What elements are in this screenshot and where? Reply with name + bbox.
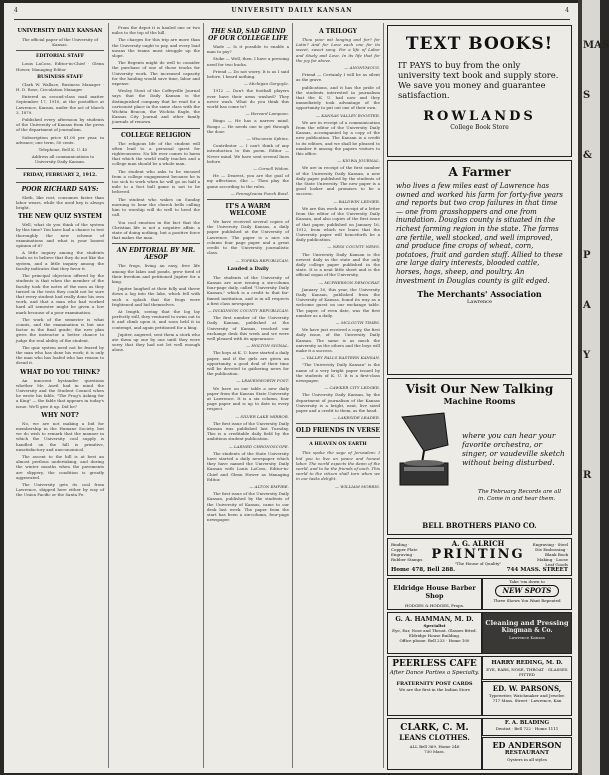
- paragraph: The religious life of the student will often lead to a personal quest for righteousness. No life ever comes to harm that which the world really teaches and a college man should be a whole man.: [112, 140, 200, 167]
- ad-barber-shop: [387, 578, 482, 610]
- business-staff-heading: BUSINESS STAFF: [37, 74, 83, 80]
- ad-textbooks-body: IT PAYS to buy from the only university text book and supply store. We save you money and guarantee satisfaction.: [398, 60, 559, 100]
- column-rule-1: [108, 23, 109, 768]
- page-number-left: 4: [14, 7, 19, 14]
- poem: Thou poor wit longing and for? for Latin? And for Love each one for its sweet, sweet song. For a life of Labor and Study and Love. In its life that for the joy far above.: [296, 37, 380, 63]
- source-credit: — Michigan Gargoyle.: [243, 81, 289, 87]
- paragraph: The University Daily Kansan is the newest daily in the state and the only daily college paper published in the state. It is a neat little sheet and is the official organ of the University.: [296, 251, 380, 278]
- paragraph: The boys at K. U. have started a daily paper, and if the girls are given an opportunity, a good deal of their time will be devoted to gathering news for the publication.: [207, 350, 289, 377]
- ad-barber-title: Eldridge House Barber Shop: [393, 584, 476, 600]
- ad-anderson: [482, 737, 572, 770]
- ad-alrich-title: PRINTING: [431, 547, 525, 562]
- editorial-text: Sloth, like rust, consumes faster than labor wears, while the used key is always bright.: [16, 194, 104, 211]
- ad-cleaning-name: Kingman & Co.: [501, 627, 553, 634]
- ad-new-spots: [482, 578, 572, 610]
- ad-talking-records: The February Records are all in. Come in and hear them.: [478, 489, 562, 502]
- paragraph: The student who wakes on Sunday morning to hear the church bells calling him to worship will do well to heed the call.: [112, 196, 200, 218]
- spine-text: Y: [583, 350, 591, 361]
- ad-clark-phones: ALL Bell 369, Home 246: [409, 744, 460, 749]
- ad-hamman-phones: Office phone: Bell 233 · Home 100: [399, 638, 470, 643]
- paragraph: Jupiter laughed at their folly and threw down a log into the lake, which fell with such a splash that the frogs were frightened and hid themselves.: [112, 286, 200, 307]
- subscription-notice: Subscription price $1.00 per year, in advance; one term, 50 cents.: [16, 134, 104, 145]
- paragraph: The students of the University of Kansas are now issuing a six-column four-page daily, called "University Daily Kansan," which is a credit to that far-famed institution, and is in all respects a first class newspaper.: [207, 274, 289, 306]
- paragraph: No, we are not making a bid for membership in the Humane Society, but we do wish to remark that the manner in which the University coal supply is handled on the hill is primitive, unsatisfactory and uneconomical.: [16, 420, 104, 452]
- column-4: [296, 25, 380, 770]
- paragraph: The University gets its coal from Lawrence, shipped here either by way of the Union Pacific or the Santa Fe.: [16, 482, 104, 498]
- spine-text: &: [583, 150, 593, 161]
- paragraph: The students of the State University have started a daily newspaper which they have named the University Daily Kansan with Louis LaCoss, Editor-in-Chief and Glenn Hower as Managing Editor.: [207, 450, 289, 482]
- paragraph: The frogs, living an easy, free life among the lakes and ponds, grew tired of their freedom and petitioned Jupiter for a king.: [112, 263, 200, 284]
- business-staff: Clark W. Wallace, Business Manager · H. D. Rose, Circulation Manager: [16, 81, 104, 93]
- divider: [16, 168, 104, 169]
- ad-clark-addr: 730 Mass.: [424, 749, 445, 754]
- paragraph: Wade — Is it possible to enable a man to pay?: [207, 44, 289, 55]
- paper-title: UNIVERSITY DAILY KANSAN: [17, 28, 103, 34]
- spine-text: S: [583, 90, 591, 101]
- ad-new-spots-sub: Three Shows You Want Repeated: [493, 598, 561, 603]
- ad-cleaning-title: Cleaning and Pressing: [485, 619, 569, 627]
- adjacent-page-edge: [578, 0, 609, 775]
- editorial-heading-what-do-you-think: WHAT DO YOU THINK?: [20, 368, 100, 376]
- heading-sad-grind: THE SAD, SAD GRIND OF OUR COLLEGE LIFE: [208, 28, 288, 42]
- heading-heaven-on-earth: A HEAVEN ON EARTH: [309, 442, 367, 448]
- ad-alrich-left: Binding · Copper Plate Engraving · Rubber Stamps: [391, 542, 423, 562]
- paragraph: You cool emotion in the fact that the Christian life is not a negative affair, a state of doing nothing, but a positive force that makes the man.: [112, 219, 200, 241]
- editorial-heading-why-not: WHY NOT?: [41, 411, 79, 419]
- spine-text: P: [583, 250, 591, 261]
- ad-anderson-sub: RESTAURANT: [504, 750, 550, 756]
- ad-talking-title: Visit Our New Talking: [405, 382, 554, 396]
- source-credit: — MCPHERSON DEMOCRAT.: [319, 279, 380, 285]
- paragraph: We are in receipt of the first number of the University Daily Kansan, a new daily paper published by the students of the State University. The new paper is a good looker and promises to be a success.: [296, 165, 380, 197]
- ad-harry-reding: [482, 656, 572, 680]
- paragraph: 1912 — Don't the football players ever have their arms washed? They never wash. What do you think this world has come to?: [207, 88, 289, 110]
- source-credit: — HOLTON SIGNAL.: [246, 343, 289, 349]
- ad-textbooks: [387, 25, 572, 157]
- ad-farmer: [387, 160, 572, 375]
- source-credit: — CAWKER CITY LEDGER.: [324, 385, 380, 391]
- paragraph: The work of the semester is what counts, and the examination is but one factor in the final grade; the new plan gives the instructor a better chance to judge the real ability of the student.: [16, 316, 104, 343]
- issue-date: FRIDAY, FEBRUARY 2, 1912.: [23, 172, 97, 178]
- page-gutter: [578, 0, 582, 775]
- column-rule-2: [203, 23, 204, 768]
- heading-warm-welcome: IT'S A WARM WELCOME: [225, 203, 271, 218]
- source-credit: — ANONYMOUS.: [344, 65, 380, 71]
- source-credit: — NESS COUNTY NEWS.: [327, 244, 380, 250]
- telephone: Telephone, Bell K. U. 45: [38, 147, 88, 153]
- heading-trilogy: A TRILOGY: [319, 28, 357, 35]
- spine-text: MAS: [583, 40, 609, 51]
- ad-harry-name: HARRY REDING, M. D.: [491, 660, 563, 666]
- source-credit: — Harvard Lampoon.: [245, 111, 289, 117]
- ad-talking-store: BELL BROTHERS PIANO CO.: [422, 521, 537, 530]
- address: Address all communications to University Daily Kansan.: [31, 154, 95, 165]
- ad-talking-machine: [387, 378, 572, 535]
- paragraph: The first issue of the University Daily Kansan, published by the students of the University of Kansas, came to our desk last week. The paper from the start has been a six-column, four-page newspaper.: [207, 491, 289, 523]
- ad-new-spots-tag: Take 'em down to: [509, 579, 545, 584]
- paragraph: The Regents might do well to consider the purchase of one of those trucks for University work. The increased capacity for the hauling would save time, labor and expense.: [112, 60, 200, 87]
- paragraph: We are this week in receipt of a letter from the editor of the University Daily Kansan, and also copies of the first issue of that paper, published on January 16, 1912, from which we learn that the University paper will henceforth be a daily publication.: [296, 205, 380, 243]
- ad-farmer-body: who lives a few miles east of Lawrence has owned and worked his farm for forty-five years and reports but two crop failures in that time — one from grasshoppers and one from inundation. Douglas county is situated in the richest farming region in the state. The farms are fertile, well stocked, and well improved, and produce fine crops of wheat, corn, potatoes, fruit and garden stuff. Allied to these are large dairy interests, blooded cattle, horses, hogs, sheep, and poultry. An investment in Douglas county is gilt edged.: [396, 182, 563, 285]
- ad-clark: [387, 718, 482, 770]
- column-1: [16, 25, 104, 770]
- ad-peerless-bottom: FRATERNITY POST CARDS: [396, 681, 473, 687]
- source-credit: — DICKINSON COUNTY REPUBLICAN.: [207, 307, 289, 313]
- published-notice: Published every afternoon by students of the University of Kansas from the press of the department of journalism.: [16, 117, 104, 133]
- ad-parsons-title: ED. W. PARSONS,: [492, 684, 562, 693]
- paragraph: A little inquiry among the students leads us to believe that they do not like the system, and a little inquiry among the faculty indicates that they favor it.: [16, 250, 104, 271]
- heading-old-friends-in-verse: OLD FRIENDS IN VERSE: [296, 427, 380, 435]
- paragraph: We have on our table a new daily paper from the Kansas State University at Lawrence. It is a six column, four page paper and is up to date in every respect.: [207, 385, 289, 412]
- paragraph: At length, seeing that the log lay perfectly still, they ventured to swim out to it and climb upon it, and soon held it in contempt, and again petitioned for a king.: [112, 308, 200, 330]
- paragraph: The University Daily Kansan, by the department of journalism of the Kansas University is a bright, neat, live sized paper and a credit to them, as the head.: [296, 392, 380, 413]
- ad-talking-body: where you can hear your favorite orchestra, or singer, or vaudeville sketch without being disturbed.: [462, 431, 565, 467]
- divider: [16, 50, 104, 51]
- paragraph: The charges for this trip are more than the University ought to pay, and every load means the teams must struggle up the slope.: [112, 37, 200, 59]
- divider: [296, 437, 380, 438]
- page-number-right: 4: [565, 7, 570, 14]
- ad-dentist-name: F. A. BLADING: [504, 720, 550, 726]
- ad-alrich-right: Engraving · Steel Die Embossing · Blank Book Making · Loose Leaf Goods: [532, 542, 568, 567]
- ad-parsons-addr: 717 Mass. Street · Lawrence, Kan: [492, 698, 562, 703]
- editorial-heading-quiz-system: THE NEW QUIZ SYSTEM: [17, 213, 103, 221]
- ad-anderson-bottom: Oysters in all styles: [507, 757, 547, 762]
- ad-textbooks-title: TEXT BOOKS!: [405, 34, 554, 54]
- editorial-heading-poor-richard: POOR RICHARD SAYS:: [21, 185, 99, 193]
- ad-farmer-bank: The Merchants' Association: [417, 289, 542, 300]
- poem: This spoke the sage of Jerusalem: I bid you to live on peace and honest labor. The world expects the dawn of the world, and to be the friends of each. This world to the citizen shall turn when we in our tasks delight.: [296, 450, 380, 482]
- column-rule-4: [383, 23, 384, 768]
- ad-dentist-body: Dentist · Bell 722 · Home 1111: [495, 726, 559, 731]
- paragraph: Jupiter, angered, sent them a stork who ate them up one by one until they were sorry that they had not let well enough alone.: [112, 331, 200, 353]
- paragraph: "The University Daily Kansan" is the name of a very bright paper issued by the students of K. U. It is a first-class newspaper.: [296, 362, 380, 383]
- paragraph: Contributor — I can't think of any introduction to this poem. Editor — Never mind. We have sent several lines before.: [207, 143, 289, 164]
- source-credit: — TOPEKA REPUBLICAN.: [235, 257, 289, 263]
- ad-parsons: [482, 681, 572, 716]
- heading-lauded-a-daily: Lauded a Daily: [227, 265, 269, 272]
- masthead-title: UNIVERSITY DAILY KANSAN: [231, 7, 353, 14]
- paragraph: Bingo — He has a narrow mind. Bongo — He needs one to get through the door.: [207, 118, 289, 134]
- source-credit: — KANSAS VALLEY BOOSTER.: [316, 112, 380, 118]
- ad-farmer-city: Lawrence: [467, 299, 492, 306]
- ad-alrich-phone: Home 478, Bell 288.: [391, 567, 456, 573]
- masthead-rule: [14, 19, 570, 20]
- ad-hamman-body: Eye, Ear, Nose and Throat. Glasses fitted. Eldridge House Building.: [392, 628, 477, 638]
- ad-harry-body: EYE, EARS, NOSE, THROAT · GLASSES FITTED: [486, 667, 568, 677]
- ad-talking-subtitle: Machine Rooms: [443, 396, 516, 406]
- source-credit: — VALLEY FALLS EASTERN KANSAN.: [301, 355, 380, 361]
- paragraph: The quiz system need not be feared by the man who has done his work; it is only the man who has loafed who has reason to dread it.: [16, 344, 104, 366]
- ad-cleaning-sub: Lawrence Kansas: [509, 635, 545, 640]
- paragraph: The ascent to the hill is at best an almost perilous undertaking, and during the winter months when the pavements are slippery, the condition is greatly aggravated.: [16, 453, 104, 480]
- editorial-staff: Louis LaCoss, Editor-in-Chief · Glenn Hower, Managing Editor: [16, 61, 104, 72]
- paragraph: The student who asks to be excused from a college engagement because he is too sick to work when he will go on half a mile to a foot ball game is not to be believed.: [112, 168, 200, 195]
- ad-anderson-title: ED ANDERSON: [492, 740, 562, 750]
- paragraph: publications, and it has the pride of the students interested in journalism that the K. U. had now and they immediately took advantage of the opportunity to put out one of their own.: [296, 84, 380, 111]
- source-credit: — MCLOUTH TIMES.: [335, 319, 380, 325]
- ad-hamman: [387, 612, 482, 654]
- ad-alrich-name: A. G. ALRICH: [451, 539, 505, 548]
- ad-peerless-sub: After Dance Parties a Specialty.: [389, 670, 480, 676]
- paragraph: Friend — Certainly I will be as silent as the grave.: [296, 72, 380, 83]
- paragraph: The principal objection offered by the students is that when the member of the faculty took the notes of the men as they turned in the tests they could not be sure that every student had really done his own work, and that a man who had worked hard all semester might be given a low mark because of a poor examination.: [16, 273, 104, 315]
- paragraph: We have just received a copy, the first daily issue, of the University Daily Kansan. The same is as much the university as the others and the boys will make it a success.: [296, 327, 380, 353]
- editorial-staff-heading: EDITORIAL STAFF: [36, 54, 84, 60]
- ad-peerless-cafe: [387, 656, 482, 716]
- source-credit: — Cornell Widow.: [253, 166, 289, 172]
- paragraph: Friend — Do not worry. It is as I said before, I heard nothing.: [207, 68, 289, 80]
- paragraph: Stoke — Well, then, I have a pressing need for two bucks.: [207, 56, 289, 67]
- source-credit: — LAKESIDE LEADER.: [332, 415, 380, 421]
- source-credit: — WILLIAM MORRIS.: [335, 483, 380, 489]
- paragraph: Well, what do you think of the system by this time? You have had a chance to test thoroughly the new scheme of examinations and what is your honest opinion of it?: [16, 222, 104, 249]
- ad-peerless-title: PEERLESS CAFE: [392, 659, 477, 669]
- divider: [112, 243, 200, 244]
- phonograph-icon: [394, 411, 456, 491]
- source-credit: — ALTON EMPIRE.: [249, 484, 289, 490]
- source-credit: — LEAVENWORTH POST.: [236, 378, 289, 384]
- ad-farmer-title: A Farmer: [448, 165, 511, 179]
- paragraph: He — Dearest, you are the goal of my affections. She — Then play the game according to the rules.: [207, 173, 289, 189]
- divider: [207, 199, 289, 200]
- ad-textbooks-sub: College Book Store: [450, 124, 509, 131]
- ad-hamman-role: Specialist: [423, 623, 446, 628]
- newspaper-page: [4, 3, 578, 773]
- ad-clark-sub: LEANS CLOTHES.: [399, 733, 470, 742]
- ad-parsons-body: Typewriter, Watchmaker and Jeweler.: [488, 693, 566, 698]
- ad-alrich-printing: [387, 538, 572, 576]
- divider: [296, 423, 380, 424]
- spine-text: A: [583, 300, 591, 311]
- source-credit: — Wisconsin Sphinx.: [246, 136, 289, 142]
- paragraph: We are in receipt of a communication from the editor of the University Daily Kansas, accompanied by a copy of the new publication. The Kansan is a credit to its editors, and we shall be pleased to number it among the papers visitors to this office.: [296, 119, 380, 157]
- ad-alrich-address: 744 MASS. STREET: [506, 567, 568, 573]
- ad-cleaning: [482, 612, 572, 654]
- ad-alrich-slogan: "The House of Quality": [454, 561, 502, 566]
- source-credit: — Pennsylvania Punch Bowl.: [230, 190, 289, 196]
- ad-textbooks-store: ROWLANDS: [423, 109, 536, 124]
- column-rule-3: [292, 23, 293, 768]
- column-3: [207, 25, 289, 770]
- heading-college-religion: COLLEGE RELIGION: [120, 131, 192, 139]
- paper-subtitle: The official paper of the University of Kansas.: [21, 37, 99, 48]
- ad-dentist: [482, 718, 572, 736]
- divider: [112, 128, 200, 129]
- spine-text: R: [583, 470, 592, 481]
- source-credit: — SILVER LAKE MIRROR.: [235, 413, 289, 419]
- divider: [16, 182, 104, 183]
- paragraph: The first number of the University Daily Kansan, published at the University of Kansas, reached our exchange desk this week and we were well pleased with its appearance.: [207, 315, 289, 341]
- source-credit: — BALDWIN LEDGER.: [333, 198, 380, 204]
- source-credit: — KIOWA JOURNAL.: [337, 158, 380, 164]
- paragraph: An innocent bystander questions whether Mr. Anvil had in mind the University and the Student Council when he wrote his fable, "The Frog's Asking for a King" — the fable that appears in today's issue. We'll give it up. Did he?: [16, 377, 104, 409]
- entered-notice: Entered as second-class mail matter September 17, 1910, at the postoffice at Lawrence, Kansas, under the act of March 3, 1879.: [16, 94, 104, 115]
- paragraph: From the depot it is hauled one or two miles to the top of the hill.: [112, 25, 200, 36]
- ad-barber-names: HODGES & HODGES, Props.: [404, 603, 465, 608]
- ad-hamman-title: G. A. HAMMAN, M. D.: [395, 615, 474, 623]
- paragraph: We have received several copies of the University Daily Kansas, a daily paper published at the University of Lawrence. The paper is a nice six column four page paper and a great credit to the University journalistic class.: [207, 219, 289, 256]
- paragraph: January 16, this year, the University Daily Kansan, published from the University of Kansas, found its way as a welcome guest on our exchange table. The paper, of even date, was the first number as a daily.: [296, 286, 380, 318]
- source-credit: — LARNED CHRONOSCOPE.: [228, 443, 289, 449]
- ad-peerless-bottom2: We are the first in the Indian Store: [399, 687, 470, 692]
- ad-clark-title: CLARK, C. M.: [400, 723, 469, 733]
- ad-new-spots-name: NEW SPOTS: [495, 585, 559, 597]
- heading-editorial-aesop: AN EDITORIAL BY MR. AESOP: [116, 247, 196, 262]
- masthead: [14, 6, 570, 18]
- paragraph: Wesley Stout of the Coffeyville Journal says that the Daily Kansan is the distinguished company that he read for a cartoonist place in the same class with the Wichita Beacon, the Wichita Eagle, the Kansas City Journal and other family journals of renown.: [112, 88, 200, 125]
- column-2: [112, 25, 200, 770]
- paragraph: The first issue of the University Daily Kansan was published last Tuesday. This is a creditable daily field by the ambitious student publication.: [207, 420, 289, 442]
